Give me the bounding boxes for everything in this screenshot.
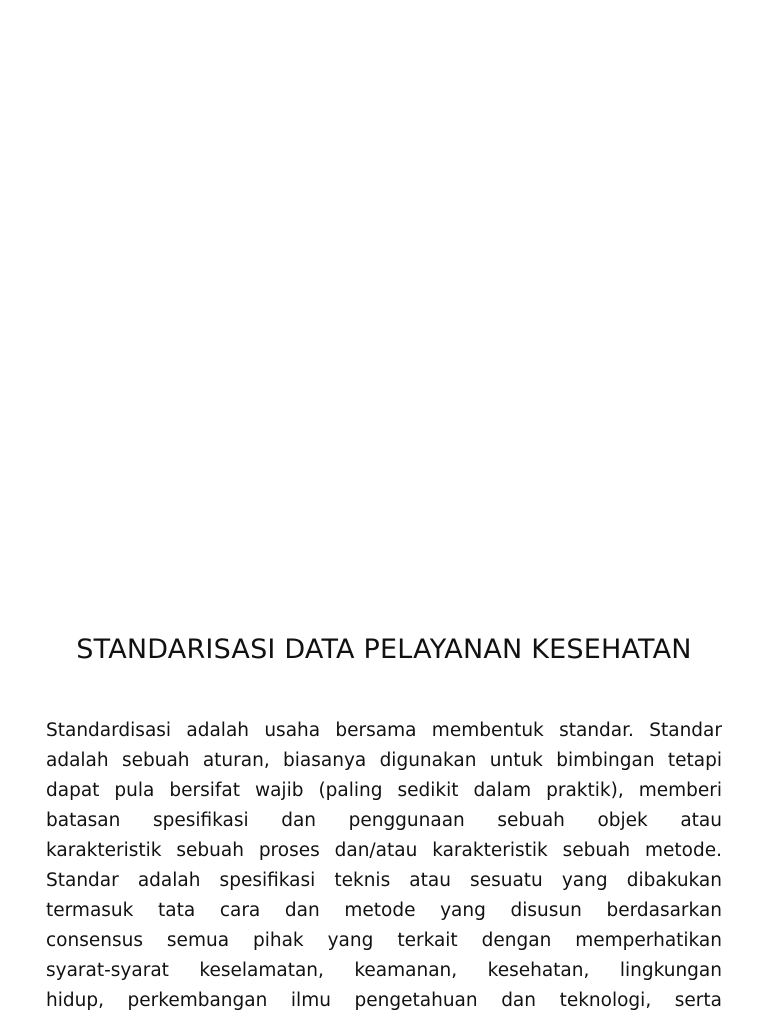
paragraph-line: consensus semua pihak yang terkait dengan memperhatikan: [46, 930, 722, 951]
paragraph-line: termasuk tata cara dan metode yang disusun berdasarkan: [46, 900, 722, 921]
paragraph-line: Standardisasi adalah usaha bersama membentuk standar. Standar: [46, 720, 722, 741]
paragraph-line: adalah sebuah aturan, biasanya digunakan untuk bimbingan tetapi: [46, 750, 722, 771]
paragraph-line: dapat pula bersifat wajib (paling sedikit dalam praktik), memberi: [46, 780, 722, 801]
paragraph-line: syarat-syarat keselamatan, keamanan, kesehatan, lingkungan: [46, 960, 722, 981]
body-paragraph: [46, 716, 722, 1016]
paragraph-line: hidup, perkembangan ilmu pengetahuan dan teknologi, serta: [46, 990, 722, 1011]
paragraph-line: karakteristik sebuah proses dan/atau karakteristik sebuah metode.: [46, 840, 722, 861]
paragraph-line: batasan spesifikasi dan penggunaan sebuah objek atau: [46, 810, 722, 831]
page-title: STANDARISASI DATA PELAYANAN KESEHATAN: [76, 634, 692, 665]
paragraph-line: Standar adalah spesifikasi teknis atau sesuatu yang dibakukan: [46, 870, 722, 891]
